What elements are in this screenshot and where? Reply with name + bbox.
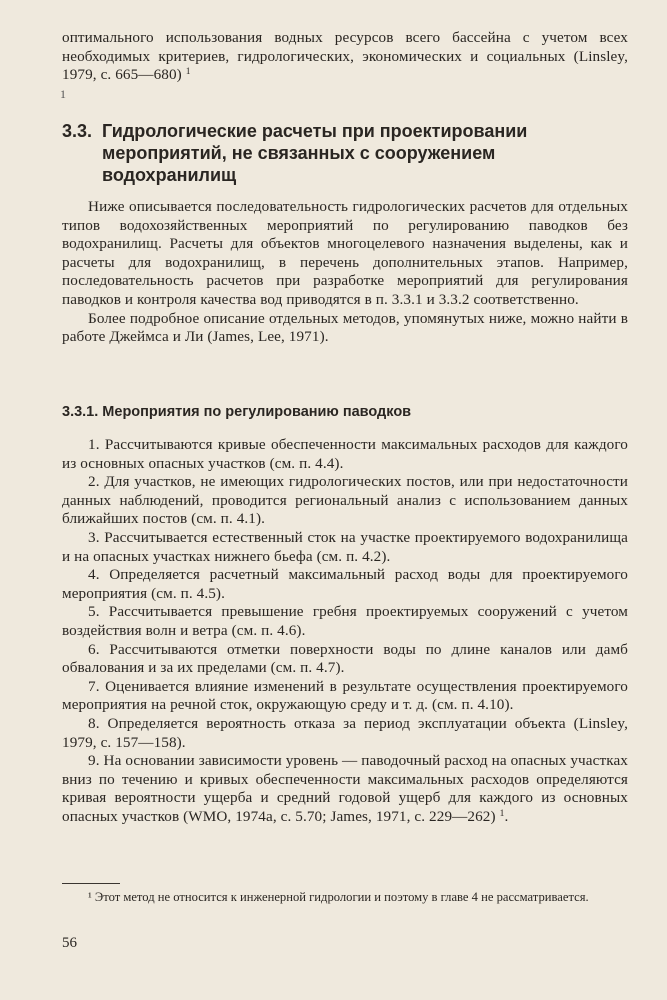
page-number: 56 (62, 935, 77, 951)
list-item: 8. Определяется вероятность отказа за период эксплуатации объекта (Linsley, 1979, с. 157—158). (62, 714, 628, 751)
list-item-text: 9. На основании зависимости уровень — паводочный расход на опасных участках вниз по течению и кривых обеспеченности максимальных расходов определяются кривая вероятности ущерба и средний годовой ущерб для каждого из основных опасных участков (WMO, 1974а, с. 5.70; James, 1971, с. 229—262) (62, 752, 628, 825)
footnote-divider (62, 883, 120, 884)
section-title-line: Гидрологические расчеты при проектировании (102, 121, 528, 141)
continued-paragraph (62, 29, 628, 85)
list-item: 6. Рассчитываются отметки поверхности воды по длине каналов или дамб обвалования и за их пределами (см. п. 4.7). (62, 640, 628, 677)
continued-paragraph-text: оптимального использования водных ресурсов всего бассейна с учетом всех необходимых критериев, гидрологических, экономических и социальных (Linsley, 1979, с. 665—680) (62, 29, 628, 84)
list-item: 3. Рассчитывается естественный сток на участке проектируемого водохранилища и на опасных участках нижнего бьефа (см. п. 4.2). (62, 528, 628, 565)
section-number: 3.3. (62, 121, 93, 141)
list-item: 9. На основании зависимости уровень — паводочный расход на опасных участках вниз по течению и кривых обеспеченности максимальных расходов определяются кривая вероятности ущерба и средний годовой ущерб для каждого из основных опасных участков (WMO, 1974а, с. 5.70; James, 1971, с. 229—262) $^1$. (62, 752, 628, 825)
footnote-marker: 1 (185, 67, 191, 78)
intro-paragraph: Ниже описывается последовательность гидрологических расчетов для отдельных типов водохозяйственных мероприятий по регулированию паводков без водохранилищ. Расчеты для объектов многоцелевого назначения выделены, как и расчеты для водохранилищ, в перечень дополнительных этапов. Например, последовательность расчетов при разработке мероприятий для регулирования паводков и контроля качества вод приводятся в п. 3.3.1 и 3.3.2 соответственно. (62, 198, 628, 308)
section-title-line: мероприятий, не связанных с сооружением (102, 143, 496, 163)
steps-list (62, 436, 628, 826)
section-title-line: водохранилищ (102, 165, 237, 185)
list-item: 4. Определяется расчетный максимальный расход воды для проектируемого мероприятия (см. п. 4.5). (62, 566, 628, 602)
list-item: 7. Оценивается влияние изменений в результате осуществления проектируемого мероприятия на речной сток, окружающую среду и т. д. (см. п. 4.10). (62, 677, 628, 714)
footnote: ¹ Этот метод не относится к инженерной гидрологии и поэтому в главе 4 не рассматривается. (88, 890, 589, 904)
section-heading (62, 120, 632, 186)
intro-block (62, 198, 628, 347)
list-item: 1. Рассчитываются кривые обеспеченности максимальных расходов для каждого из основных опасных участков (см. п. 4.4). (62, 436, 628, 472)
subsection-heading: 3.3.1. Мероприятия по регулированию паводков (62, 404, 412, 420)
stray-mark: 1 (60, 87, 66, 101)
intro-paragraph: Более подробное описание отдельных методов, упомянутых ниже, можно найти в работе Джеймса и Ли (James, Lee, 1971). (62, 309, 628, 346)
footnote-marker: 1 (499, 808, 505, 819)
list-item: 5. Рассчитывается превышение гребня проектируемых сооружений с учетом воздействия волн и ветра (см. п. 4.6). (62, 603, 628, 639)
list-item: 2. Для участков, не имеющих гидрологических постов, или при недостаточности данных наблюдений, проводится региональный анализ с использованием данных ближайших постов (см. п. 4.1). (62, 473, 628, 528)
